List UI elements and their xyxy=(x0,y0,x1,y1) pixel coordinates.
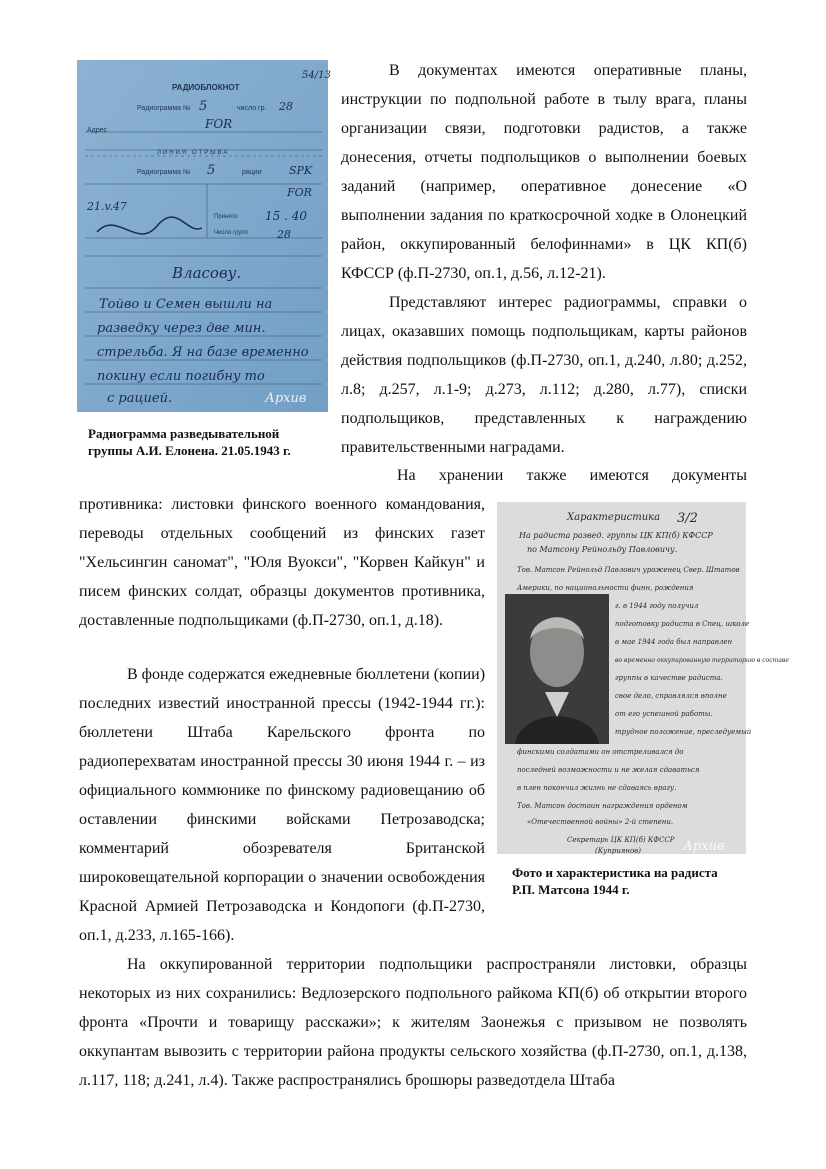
radiogram-line2: Радиограмма № xyxy=(137,169,191,176)
radiogram-corner: 54/13 xyxy=(302,70,331,81)
char-line-16: Тов. Матсон достоин награждения орденом xyxy=(517,802,688,810)
char-line-6: подготовку радиста в Спец. школе xyxy=(615,620,750,628)
characteristic-photo xyxy=(497,502,789,855)
char-line-7: в мае 1944 года был направлен xyxy=(615,638,733,646)
radiogram-hand3: разведку через две мин. xyxy=(97,321,266,336)
radiogram-cut-line: ЛИНИЯ ОТРЫВА xyxy=(157,150,230,156)
char-corner: 3/2 xyxy=(677,511,698,526)
radiogram-addr-label: Адрес xyxy=(87,127,108,134)
char-line-1: На радиста развед. группы ЦК КП(б) КФССР xyxy=(519,531,713,540)
char-line-3: Тов. Матсон Рейнольд Павлович уроженец Свер. Штатов xyxy=(517,566,740,574)
char-line-15: в плен покончил жизнь не сдаваясь врагу. xyxy=(517,784,677,792)
paragraph-3-first-line: На хранении также имеются документы xyxy=(397,467,747,484)
radiogram-rac: SPK xyxy=(289,164,313,177)
paragraph-1: В документах имеются оперативные планы, инструкции по подпольной работе в тылу врага, планы организации связи, подготовки радистов, а также донесения, отчеты подпольщиков о выполнении боевых заданий (например, оперативное донесение «О выполнении задания по краткосрочной ходке в Олонецкий район, оккупированный белофиннами» в ЦК КП(б) КФССР (ф.П-2730, оп.1, д.56, л.12-21). xyxy=(341,62,747,282)
caption-radiogram: Радиограмма разведывательной группы А.И. Елонена. 21.05.1943 г. xyxy=(88,426,291,458)
radiogram-addr-value: FOR xyxy=(205,117,233,131)
radiogram-line1: Радиограмма № xyxy=(137,105,191,112)
radiogram-photo xyxy=(77,60,331,412)
paragraph-4: В фонде содержатся ежедневные бюллетени (копии) последних известий иностранной прессы (1942-1944 гг.): бюллетени Штаба Карельского фронта по радиоперехватам иностранной прессы 30 июня 1944 г. – из официального коммюнике по финскому радиовещанию об оставлении финскими войсками Петрозаводска; комментарий обозревателя Британской широковещательной корпорации о значении освобождения Красной Армией Петрозаводска и Кондопоги (ф.П-2730, оп.1, д.233, л.165-166). xyxy=(79,666,486,944)
char-line-11: от его успешной работы. xyxy=(615,710,713,718)
radiogram-line2b: рации xyxy=(242,169,262,176)
char-heading: Характеристика xyxy=(567,512,661,523)
char-line-8: во временно оккупированную территорию в составе xyxy=(615,657,789,664)
radiogram-num1b: 28 xyxy=(279,100,293,113)
radiogram-label-groups: Число групп xyxy=(214,230,248,236)
archive-watermark: Архив xyxy=(265,391,307,406)
radiogram-hand5: покину если погибну то xyxy=(97,369,265,384)
radiogram-line1b: число гр. xyxy=(237,105,267,112)
radiogram-addr2: FOR xyxy=(287,186,312,199)
char-sign-2: (Куприянов) xyxy=(595,847,641,855)
char-line-2: по Матсону Рейнольду Павловичу. xyxy=(527,545,678,554)
char-line-12: трудное положение, преследуемый xyxy=(615,728,752,736)
radiogram-hand6: с рацией. xyxy=(107,391,173,406)
char-line-4: Америки, по национальности финн, рождения xyxy=(517,584,694,592)
radiogram-hand4: стрельба. Я на базе временно xyxy=(97,345,309,360)
paragraph-2: Представляют интерес радиограммы, справки о лицах, оказавших помощь подпольщикам, карты районов действия подпольщиков (ф.П-2730, оп.1, д.240, л.80; д.252, л.8; д.257, л.1-9; д.273, л.112; д.280, л.77), списки подпольщиков, представленных к награждению правительственными наградами. xyxy=(341,294,747,456)
portrait-photo xyxy=(505,594,609,744)
radiogram-title: РАДИОБЛОКНОТ xyxy=(172,83,240,92)
char-sign-1: Секретарь ЦК КП(б) КФССР xyxy=(567,836,675,844)
char-line-17: «Отечественной войны» 2-й степени. xyxy=(527,818,674,826)
radiogram-num1: 5 xyxy=(199,99,208,114)
char-line-14: последней возможности и не желая сдаваться xyxy=(517,766,700,774)
radiogram-time: 15 . 40 xyxy=(265,209,307,223)
char-line-10: свое дело, справлялся вполне xyxy=(615,692,727,700)
paragraph-5: На оккупированной территории подпольщики распространяли листовки, образцы некоторых из них сохранились: Ведлозерского подпольного райкома КП(б) об открытии второго фронта «Прочти и товарищу расскажи»; к жителям Заонежья с призывом не позволять оккупантам вывозить с территории района продукты сельского хозяйства (ф.П-2730, оп.1, д.138, л.117, 118; д.241, л.4). Также распространялись брошюры разведотдела Штаба xyxy=(79,956,747,1089)
radiogram-num2: 5 xyxy=(207,163,216,178)
char-line-9: группы в качестве радиста. xyxy=(615,674,723,682)
radiogram-date-hand: 21.v.47 xyxy=(87,200,127,213)
paragraph-3: противника: листовки финского военного командования, переводы отдельных сообщений из финских газет "Хельсингин саномат", "Юля Вуокси", "Корвен Кайкун" и писем финских солдат, образцы документов противника, доставленные подпольщиками (ф.П-2730, оп.1, д.18). xyxy=(79,496,485,629)
char-line-13: финскими солдатами он отстреливался до xyxy=(517,748,684,756)
archive-watermark-2: Архив xyxy=(683,839,725,854)
radiogram-hand1: Власову. xyxy=(172,264,242,282)
radiogram-label-time: Принято xyxy=(214,214,238,220)
caption-characteristic: Фото и характеристика на радиста Р.П. Матсона 1944 г. xyxy=(512,865,718,897)
radiogram-hand2: Тойво и Семен вышли на xyxy=(99,297,273,312)
radiogram-groups: 28 xyxy=(277,228,291,241)
char-line-5: г. в 1944 году получил xyxy=(615,602,699,610)
